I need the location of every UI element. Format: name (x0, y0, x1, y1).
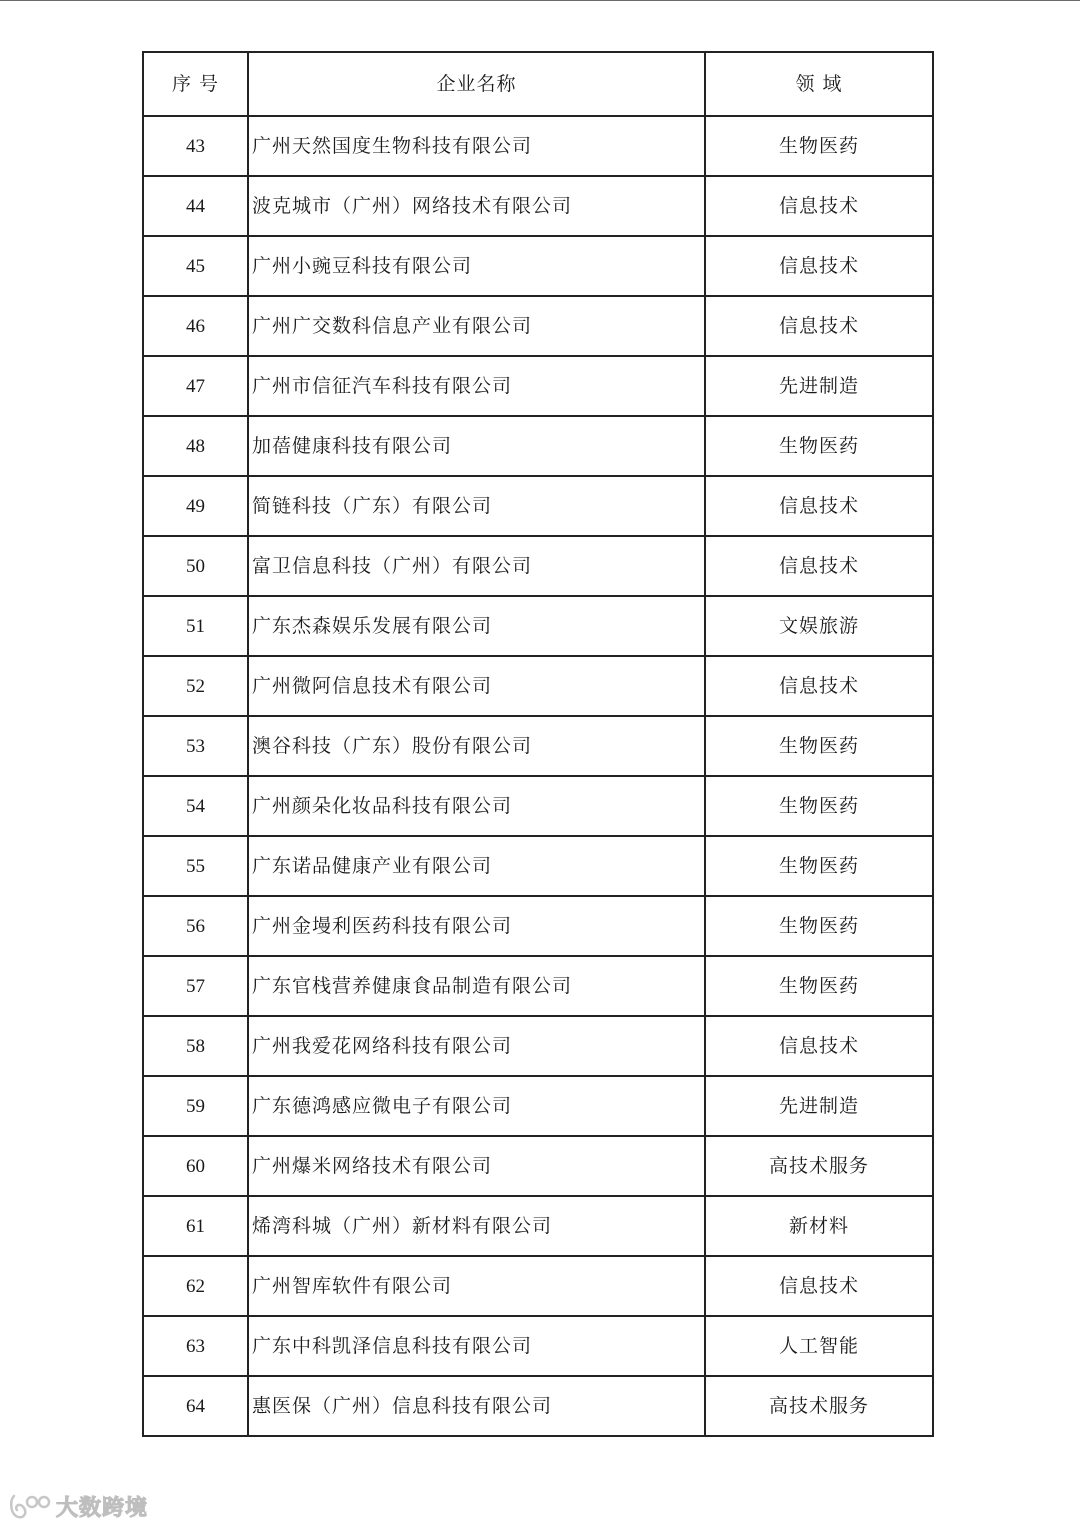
industry-field: 新材料 (705, 1196, 933, 1256)
company-name: 广东诺品健康产业有限公司 (248, 836, 705, 896)
company-name: 广州微阿信息技术有限公司 (248, 656, 705, 716)
table-body (143, 116, 933, 1436)
row-number: 64 (143, 1376, 248, 1436)
company-name: 广东中科凯泽信息科技有限公司 (248, 1316, 705, 1376)
header-field: 领 域 (705, 52, 933, 116)
table-row (143, 1016, 933, 1076)
row-number: 57 (143, 956, 248, 1016)
row-number: 61 (143, 1196, 248, 1256)
table-row (143, 596, 933, 656)
row-number: 49 (143, 476, 248, 536)
industry-field: 生物医药 (705, 776, 933, 836)
company-name: 波克城市（广州）网络技术有限公司 (248, 176, 705, 236)
company-name: 广州爆米网络技术有限公司 (248, 1136, 705, 1196)
table-row (143, 716, 933, 776)
row-number: 52 (143, 656, 248, 716)
company-name: 广州金墁利医药科技有限公司 (248, 896, 705, 956)
company-table (142, 51, 934, 1437)
table-row (143, 1376, 933, 1436)
industry-field: 人工智能 (705, 1316, 933, 1376)
row-number: 56 (143, 896, 248, 956)
watermark-text: 大数跨境 (56, 1495, 149, 1521)
header-row (143, 52, 933, 116)
table-row (143, 956, 933, 1016)
logo-icon (8, 1492, 52, 1520)
table-row (143, 536, 933, 596)
company-name: 惠医保（广州）信息科技有限公司 (248, 1376, 705, 1436)
company-name: 广州智库软件有限公司 (248, 1256, 705, 1316)
industry-field: 信息技术 (705, 536, 933, 596)
industry-field: 信息技术 (705, 1016, 933, 1076)
row-number: 60 (143, 1136, 248, 1196)
table-row (143, 1256, 933, 1316)
company-name: 广州市信征汽车科技有限公司 (248, 356, 705, 416)
row-number: 51 (143, 596, 248, 656)
industry-field: 高技术服务 (705, 1376, 933, 1436)
company-name: 澳谷科技（广东）股份有限公司 (248, 716, 705, 776)
table-header (143, 52, 933, 116)
table-row (143, 656, 933, 716)
table-row (143, 176, 933, 236)
industry-field: 信息技术 (705, 656, 933, 716)
row-number: 53 (143, 716, 248, 776)
table-row (143, 296, 933, 356)
row-number: 47 (143, 356, 248, 416)
row-number: 44 (143, 176, 248, 236)
row-number: 46 (143, 296, 248, 356)
row-number: 55 (143, 836, 248, 896)
industry-field: 生物医药 (705, 836, 933, 896)
row-number: 48 (143, 416, 248, 476)
row-number: 63 (143, 1316, 248, 1376)
industry-field: 先进制造 (705, 356, 933, 416)
industry-field: 文娱旅游 (705, 596, 933, 656)
industry-field: 生物医药 (705, 116, 933, 176)
table-row (143, 836, 933, 896)
company-name: 广东德鸿感应微电子有限公司 (248, 1076, 705, 1136)
table-row (143, 356, 933, 416)
table-row (143, 1136, 933, 1196)
industry-field: 信息技术 (705, 476, 933, 536)
row-number: 59 (143, 1076, 248, 1136)
header-name: 企业名称 (248, 52, 705, 116)
industry-field: 生物医药 (705, 956, 933, 1016)
table-row (143, 896, 933, 956)
company-name: 广州颜朵化妆品科技有限公司 (248, 776, 705, 836)
industry-field: 先进制造 (705, 1076, 933, 1136)
industry-field: 生物医药 (705, 416, 933, 476)
row-number: 54 (143, 776, 248, 836)
company-name: 广州天然国度生物科技有限公司 (248, 116, 705, 176)
industry-field: 信息技术 (705, 1256, 933, 1316)
table-row (143, 236, 933, 296)
industry-field: 信息技术 (705, 236, 933, 296)
table-row (143, 1196, 933, 1256)
industry-field: 高技术服务 (705, 1136, 933, 1196)
company-name: 广东官栈营养健康食品制造有限公司 (248, 956, 705, 1016)
industry-field: 信息技术 (705, 296, 933, 356)
company-name: 简链科技（广东）有限公司 (248, 476, 705, 536)
table-row (143, 476, 933, 536)
header-no: 序 号 (143, 52, 248, 116)
company-name: 加蓓健康科技有限公司 (248, 416, 705, 476)
company-name: 广州小豌豆科技有限公司 (248, 236, 705, 296)
table-row (143, 1076, 933, 1136)
table-row (143, 1316, 933, 1376)
company-name: 烯湾科城（广州）新材料有限公司 (248, 1196, 705, 1256)
top-border-line (0, 0, 1080, 1)
table-row (143, 116, 933, 176)
company-name: 广州广交数科信息产业有限公司 (248, 296, 705, 356)
row-number: 50 (143, 536, 248, 596)
table-row (143, 776, 933, 836)
row-number: 43 (143, 116, 248, 176)
row-number: 62 (143, 1256, 248, 1316)
company-name: 富卫信息科技（广州）有限公司 (248, 536, 705, 596)
company-name: 广东杰森娱乐发展有限公司 (248, 596, 705, 656)
watermark (8, 1490, 148, 1522)
row-number: 45 (143, 236, 248, 296)
industry-field: 信息技术 (705, 176, 933, 236)
industry-field: 生物医药 (705, 896, 933, 956)
industry-field: 生物医药 (705, 716, 933, 776)
row-number: 58 (143, 1016, 248, 1076)
company-name: 广州我爱花网络科技有限公司 (248, 1016, 705, 1076)
table-row (143, 416, 933, 476)
